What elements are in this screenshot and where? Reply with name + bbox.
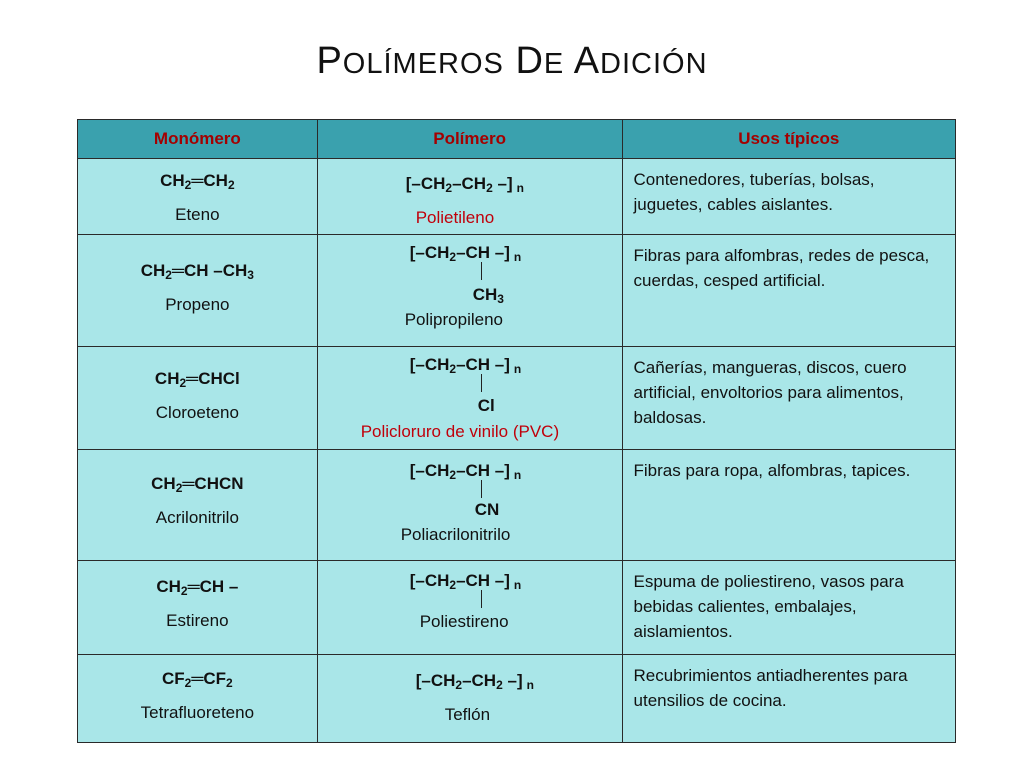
uses-text: Fibras para alfombras, redes de pesca, cuerdas, cesped artificial.	[633, 246, 930, 290]
polymer-name: Teflón	[444, 705, 491, 724]
header-monomer: Monómero	[78, 120, 318, 159]
monomer-name: Tetrafluoreteno	[140, 703, 255, 722]
monomer-formula: $CH_2═CHCN$	[151, 474, 244, 495]
table-row	[78, 159, 956, 235]
table-row	[78, 235, 956, 347]
polymer-formula: [$-CH_2-CH$ –] n	[409, 355, 522, 376]
table-row	[78, 347, 956, 450]
polymer-formula: [$-CH_2-CH$ –] n	[409, 461, 522, 482]
header-uses: Usos típicos	[622, 120, 955, 159]
monomer-name: Acrilonitrilo	[155, 508, 239, 527]
uses-text: Espuma de poliestireno, vasos para bebidas calientes, embalajes, aislamientos.	[633, 572, 904, 641]
uses-text: Fibras para ropa, alfombras, tapices.	[633, 461, 911, 480]
substituent: $CH_3$	[472, 285, 504, 306]
table-row	[78, 655, 956, 743]
uses-text: Recubrimientos antiadherentes para utensilios de cocina.	[633, 666, 908, 710]
polymer-name: Polietileno	[415, 208, 495, 227]
bond-line	[481, 374, 482, 392]
substituent: CN	[474, 500, 500, 519]
bond-line	[481, 590, 482, 608]
monomer-formula: $CH_2═CH$ $-CH_3$	[140, 261, 254, 282]
polymer-name: Poliestireno	[419, 612, 509, 631]
polymer-formula: [$-CH_2-CH$ –] n	[409, 571, 522, 592]
polymer-name: Policloruro de vinilo (PVC)	[360, 422, 560, 441]
header-row	[78, 120, 956, 159]
monomer-formula: $CF_2═CF_2$	[161, 669, 233, 690]
monomer-name: Cloroeteno	[155, 403, 239, 422]
monomer-name: Propeno	[165, 295, 230, 314]
table-row	[78, 450, 956, 561]
monomer-formula: $CH_2═CH$ –	[156, 577, 239, 598]
polymers-table	[77, 119, 956, 743]
polymer-name: Poliacrilonitrilo	[400, 525, 511, 544]
bond-line	[481, 480, 482, 498]
table-row	[78, 561, 956, 655]
monomer-name: Estireno	[166, 611, 229, 630]
uses-text: Cañerías, mangueras, discos, cuero artificial, envoltorios para alimentos, baldosas.	[633, 358, 907, 427]
substituent: Cl	[477, 396, 495, 415]
monomer-formula: $CH_2═CH_2$	[160, 171, 235, 192]
polymer-name: Polipropileno	[404, 310, 503, 329]
page-title: POLÍMEROS DE ADICIÓN	[316, 40, 708, 82]
bond-line	[481, 262, 482, 280]
monomer-formula: $CH_2═CHCl$	[154, 369, 240, 390]
polymer-formula: [$-CH_2-CH_2$ –] n	[405, 174, 524, 195]
polymer-formula: [$-CH_2-CH_2$ –] n	[415, 671, 534, 692]
uses-text: Contenedores, tuberías, bolsas, juguetes, cables aislantes.	[633, 170, 875, 214]
polymer-formula: [$-CH_2-CH$ –] n	[409, 243, 522, 264]
header-polymer: Polímero	[317, 120, 622, 159]
monomer-name: Eteno	[175, 205, 220, 224]
